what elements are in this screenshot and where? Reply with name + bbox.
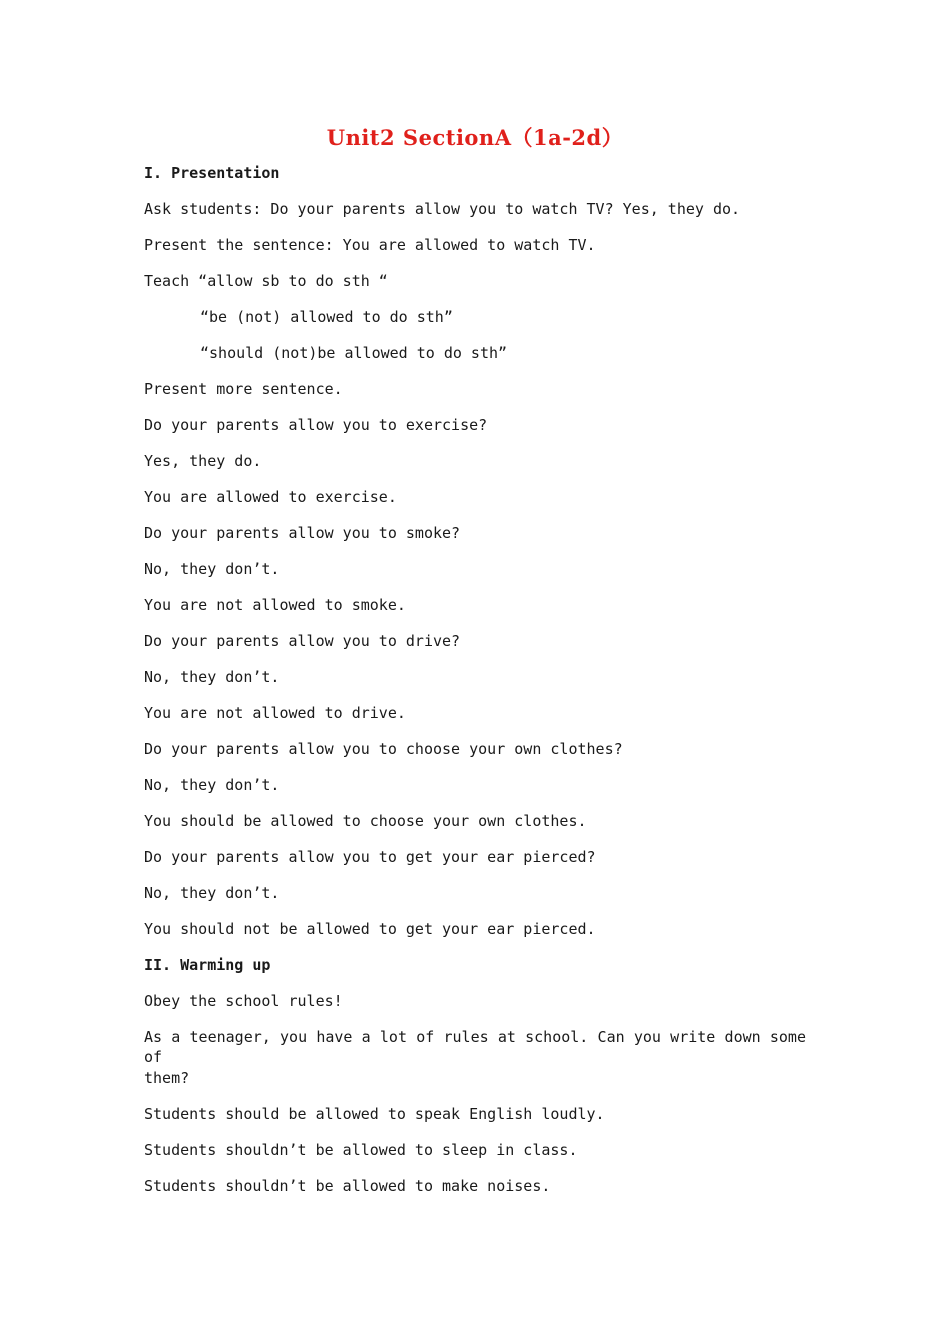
section-heading-warming-up: II. Warming up [144,956,271,974]
text-line: Do your parents allow you to choose your own clothes? [144,740,623,758]
text-line: No, they don’t. [144,776,280,794]
text-line: Yes, they do. [144,452,262,470]
text-line: No, they don’t. [144,560,280,578]
text-line: Teach “allow sb to do sth “ [144,272,388,290]
section-heading-presentation: I. Presentation [144,164,280,182]
text-line: “be (not) allowed to do sth” [200,308,453,326]
text-line: You are not allowed to drive. [144,704,406,722]
text-line: Students should be allowed to speak English loudly. [144,1105,605,1123]
text-line: Students shouldn’t be allowed to make noises. [144,1177,551,1195]
text-line: them? [144,1069,190,1087]
text-line: No, they don’t. [144,884,280,902]
text-line: You should not be allowed to get your ear pierced. [144,920,596,938]
text-line: Do your parents allow you to drive? [144,632,461,650]
text-line: Present more sentence. [144,380,343,398]
text-line: Obey the school rules! [144,992,343,1010]
text-line: Students shouldn’t be allowed to sleep in class. [144,1141,578,1159]
text-line: Do your parents allow you to smoke? [144,524,461,542]
text-line: Do your parents allow you to get your ear pierced? [144,848,596,866]
text-line: You should be allowed to choose your own clothes. [144,812,587,830]
text-line: As a teenager, you have a lot of rules at school. Can you write down some of [144,1028,806,1066]
text-line: No, they don’t. [144,668,280,686]
document-title: Unit2 SectionA（1a-2d） [326,125,624,150]
text-line: Ask students: Do your parents allow you to watch TV? Yes, they do. [144,200,741,218]
text-line: Do your parents allow you to exercise? [144,416,488,434]
text-line: “should (not)be allowed to do sth” [200,344,508,362]
text-line: You are allowed to exercise. [144,488,397,506]
text-line: You are not allowed to smoke. [144,596,406,614]
text-line: Present the sentence: You are allowed to watch TV. [144,236,596,254]
